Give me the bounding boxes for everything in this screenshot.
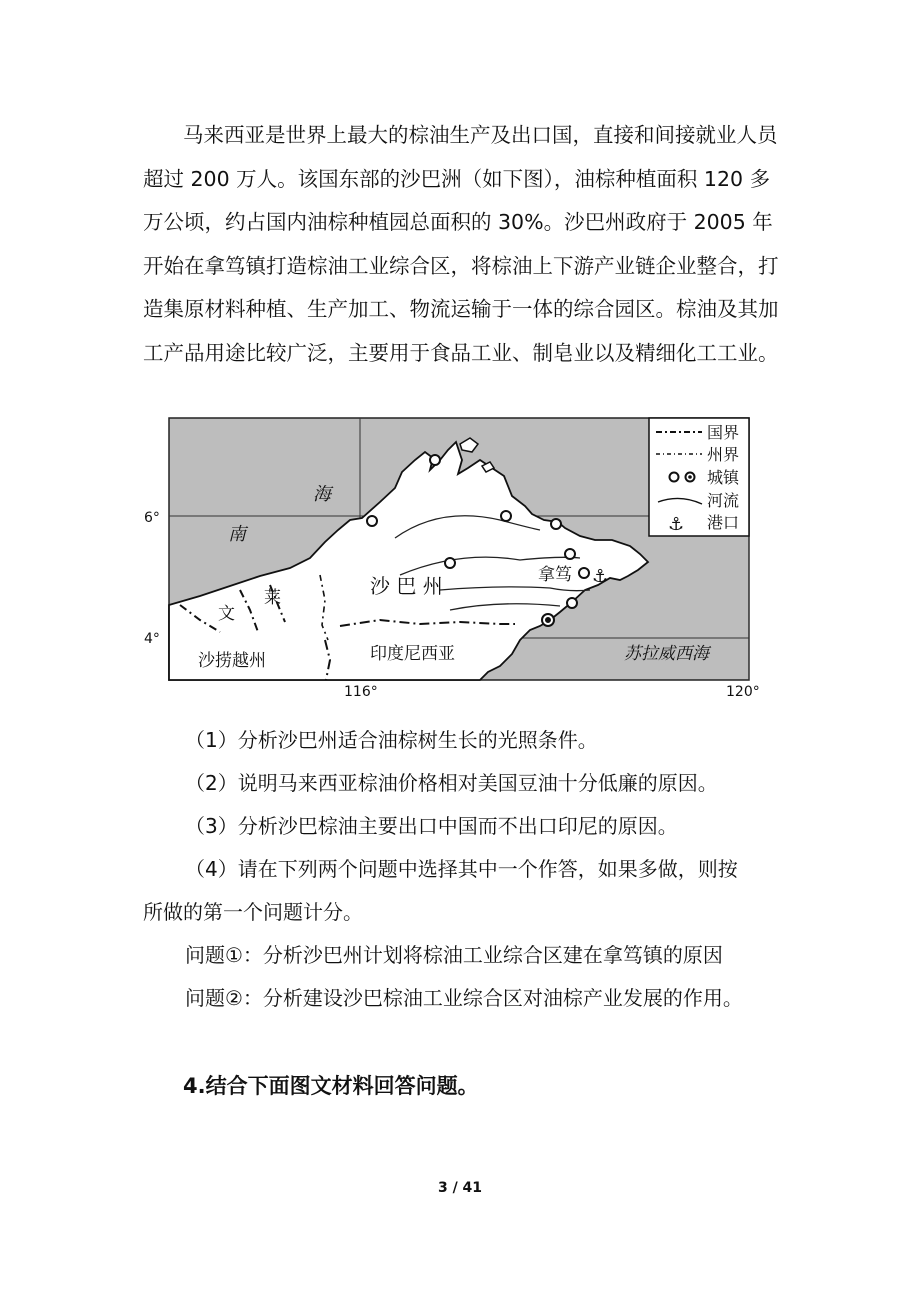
question-option-2: 问题②：分析建设沙巴棕油工业综合区对油棕产业发展的作用。 bbox=[185, 986, 743, 1010]
sea-label-nan: 南 bbox=[228, 524, 246, 545]
sabah-label: 沙 巴 州 bbox=[370, 574, 443, 598]
sarawak-label: 沙捞越州 bbox=[198, 651, 266, 671]
town-marker bbox=[445, 558, 455, 568]
legend-town-label: 城镇 bbox=[707, 468, 740, 487]
section-heading: 4.结合下面图文材料回答问题。 bbox=[183, 1074, 479, 1098]
lat-label-6: 6° bbox=[144, 510, 160, 526]
lon-label-116: 116° bbox=[344, 684, 378, 700]
town-marker bbox=[551, 519, 561, 529]
legend-state-border-label: 州界 bbox=[707, 445, 740, 464]
question-4-line-2: 所做的第一个问题计分。 bbox=[143, 900, 363, 924]
lahad-datu-label: 拿笃 bbox=[538, 565, 572, 585]
port-anchor-icon: ⚓ bbox=[592, 566, 609, 587]
brunei-label-wen: 文 bbox=[218, 604, 235, 624]
sea-label-hai: 海 bbox=[313, 484, 331, 505]
question-3: （3）分析沙巴棕油主要出口中国而不出口印尼的原因。 bbox=[185, 814, 678, 838]
town-marker bbox=[501, 511, 511, 521]
town-marker bbox=[367, 516, 377, 526]
town-marker bbox=[579, 568, 589, 578]
sulu-sea-label: 苏拉威西海 bbox=[624, 644, 709, 664]
question-2: （2）说明马来西亚棕油价格相对美国豆油十分低廉的原因。 bbox=[185, 771, 718, 795]
legend-national-border-label: 国界 bbox=[707, 423, 740, 442]
brunei-label-lai: 莱 bbox=[264, 588, 281, 608]
town-marker-port-dot bbox=[546, 618, 550, 622]
legend-river-label: 河流 bbox=[707, 491, 740, 510]
legend-port-label: 港口 bbox=[707, 513, 740, 532]
question-option-1: 问题①：分析沙巴州计划将棕油工业综合区建在拿笃镇的原因 bbox=[185, 943, 723, 967]
question-4-line-1: （4）请在下列两个问题中选择其中一个作答，如果多做，则按 bbox=[185, 857, 738, 881]
question-1: （1）分析沙巴州适合油棕树生长的光照条件。 bbox=[185, 728, 598, 752]
legend-town-symbol bbox=[670, 473, 679, 482]
lon-label-120: 120° bbox=[726, 684, 760, 700]
lat-label-4: 4° bbox=[144, 631, 160, 647]
town-marker bbox=[565, 549, 575, 559]
page-number: 3 / 41 bbox=[437, 1180, 483, 1196]
town-marker bbox=[430, 455, 440, 465]
map-legend bbox=[649, 418, 749, 536]
legend-port-symbol: ⚓ bbox=[668, 514, 685, 535]
town-marker bbox=[567, 598, 577, 608]
indonesia-label: 印度尼西亚 bbox=[370, 644, 455, 664]
sabah-map bbox=[140, 410, 780, 700]
intro-paragraph: 马来西亚是世界上最大的棕油生产及出口国，直接和间接就业人员超过 200 万人。该国东部的沙巴洲（如下图），油棕种植面积 120 多万公顷，约占国内油棕种植园总面积的 30%。沙巴州政府于 2005 年开始在拿笃镇打造棕油工业综合区，将棕油上下游产业链企业整合，打造集原材料种植、生产加工、物流运输于一体的综合园区。棕油及其加工产品用途比较广泛，主要用于食品工业、制皂业以及精细化工工业。 bbox=[143, 123, 779, 365]
